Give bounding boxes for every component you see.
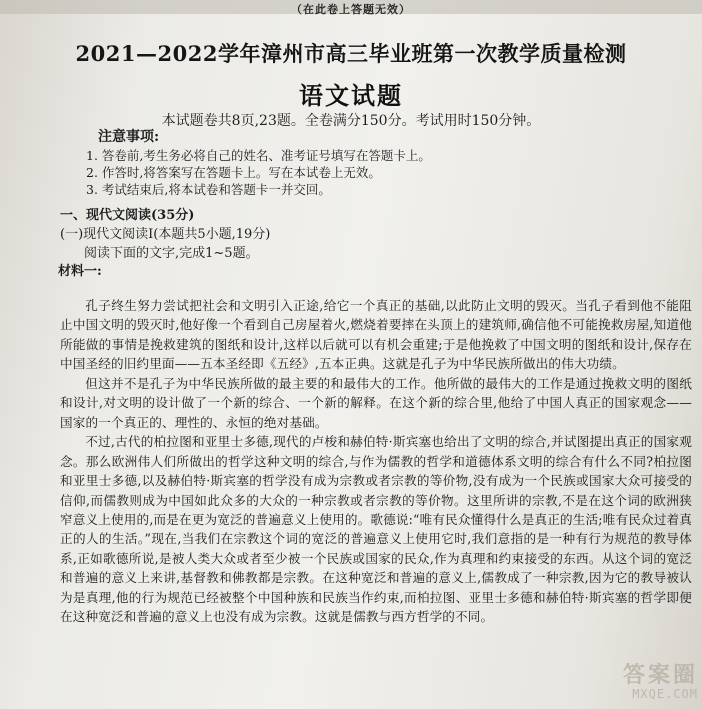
- top-note: （在此卷上答题无效）: [291, 3, 411, 16]
- subject-title: 语文试题: [299, 81, 403, 110]
- notes-title: 注意事项:: [98, 129, 160, 145]
- section-subtitle: (一)现代文阅读Ⅰ(本题共5小题,19分): [60, 227, 271, 242]
- watermark-logo: [623, 658, 698, 701]
- reading-instruction: 阅读下面的文字,完成1~5题。: [84, 246, 259, 261]
- exam-intro: 本试题卷共8页,23题。全卷满分150分。考试用时150分钟。: [161, 113, 541, 129]
- passage-paragraph: 但这并不是孔子为中华民族所做的最主要的和最伟大的工作。他所做的最伟大的工作是通过挽救文明的图纸和设计,对文明的设计做了一个新的综合、一个新的解释。在这个新的综合里,他给了中国人真正的国家观念——国家的一个真正的、理性的、永恒的绝对基础。: [60, 375, 692, 430]
- section-title: 一、现代文阅读(35分): [60, 208, 195, 223]
- notes-list: [86, 147, 606, 198]
- note-item: 2. 作答时,将答案写在答题卡上。写在本试卷上无效。: [86, 165, 381, 180]
- note-item: 1. 答卷前,考生务必将自己的姓名、准考证号填写在答题卡上。: [86, 148, 431, 163]
- passage: [60, 296, 692, 627]
- material-label: 材料一:: [58, 264, 102, 279]
- watermark-url: MXQE.COM: [632, 687, 698, 701]
- exam-title: 2021—2022学年漳州市高三毕业班第一次教学质量检测: [75, 41, 627, 66]
- note-item: 3. 考试结束后,将本试卷和答题卡一并交回。: [86, 182, 331, 197]
- watermark-text: 答案圈: [622, 663, 698, 688]
- passage-paragraph: 不过,古代的柏拉图和亚里士多德,现代的卢梭和赫伯特·斯宾塞也给出了文明的综合,并试图提出真正的国家观念。那么欧洲伟人们所做出的哲学这种文明的综合,与作为儒教的哲学和道德体系文明的综合有什么不同?柏拉图和亚里士多德,以及赫伯特·斯宾塞的哲学没有成为宗教或者宗教的等价物,没有成为一个民族或国家大众可接受的信仰,而儒教则成为中国如此众多的大众的一种宗教或者宗教的等价物。这里所讲的宗教,不是在这个词的欧洲狭窄意义上使用的,而是在更为宽泛的普遍意义上使用的。歌德说:“唯有民众懂得什么是真正的生活;唯有民众过着真正的人的生活。”现在,当我们在宗教这个词的宽泛的普遍意义上使用它时,我们意指的是一种有行为规范的教导体系,正如歌德所说,是被人类大众或者至少被一个民族或国家的民众,作为真理和约束接受的东西。从这个词的宽泛和普遍的意义上来讲,基督教和佛教都是宗教。在这种宽泛和普遍的意义上,儒教成了一种宗教,因为它的教导被认为是真理,他的行为规范已经被整个中国种族和民族当作约束,而柏拉图、亚里士多德和赫伯特·斯宾塞的哲学即便在这种宽泛和普遍的意义上也没有成为宗教。这就是儒教与西方哲学的不同。: [60, 434, 692, 625]
- passage-paragraph: 孔子终生努力尝试把社会和文明引入正途,给它一个真正的基础,以此防止文明的毁灭。当孔子看到他不能阻止中国文明的毁灭时,他好像一个看到自己房屋着火,燃烧着要摔在头顶上的建筑师,确信他不可能挽救房屋,知道他所能做的事情是挽救建筑的图纸和设计,这样以后就可以有机会重建;于是他挽救了中国文明的图纸和设计,保存在中国圣经的旧约里面——五本圣经即《五经》,五本正典。这就是孔子为中华民族所做出的伟大功绩。: [60, 298, 692, 372]
